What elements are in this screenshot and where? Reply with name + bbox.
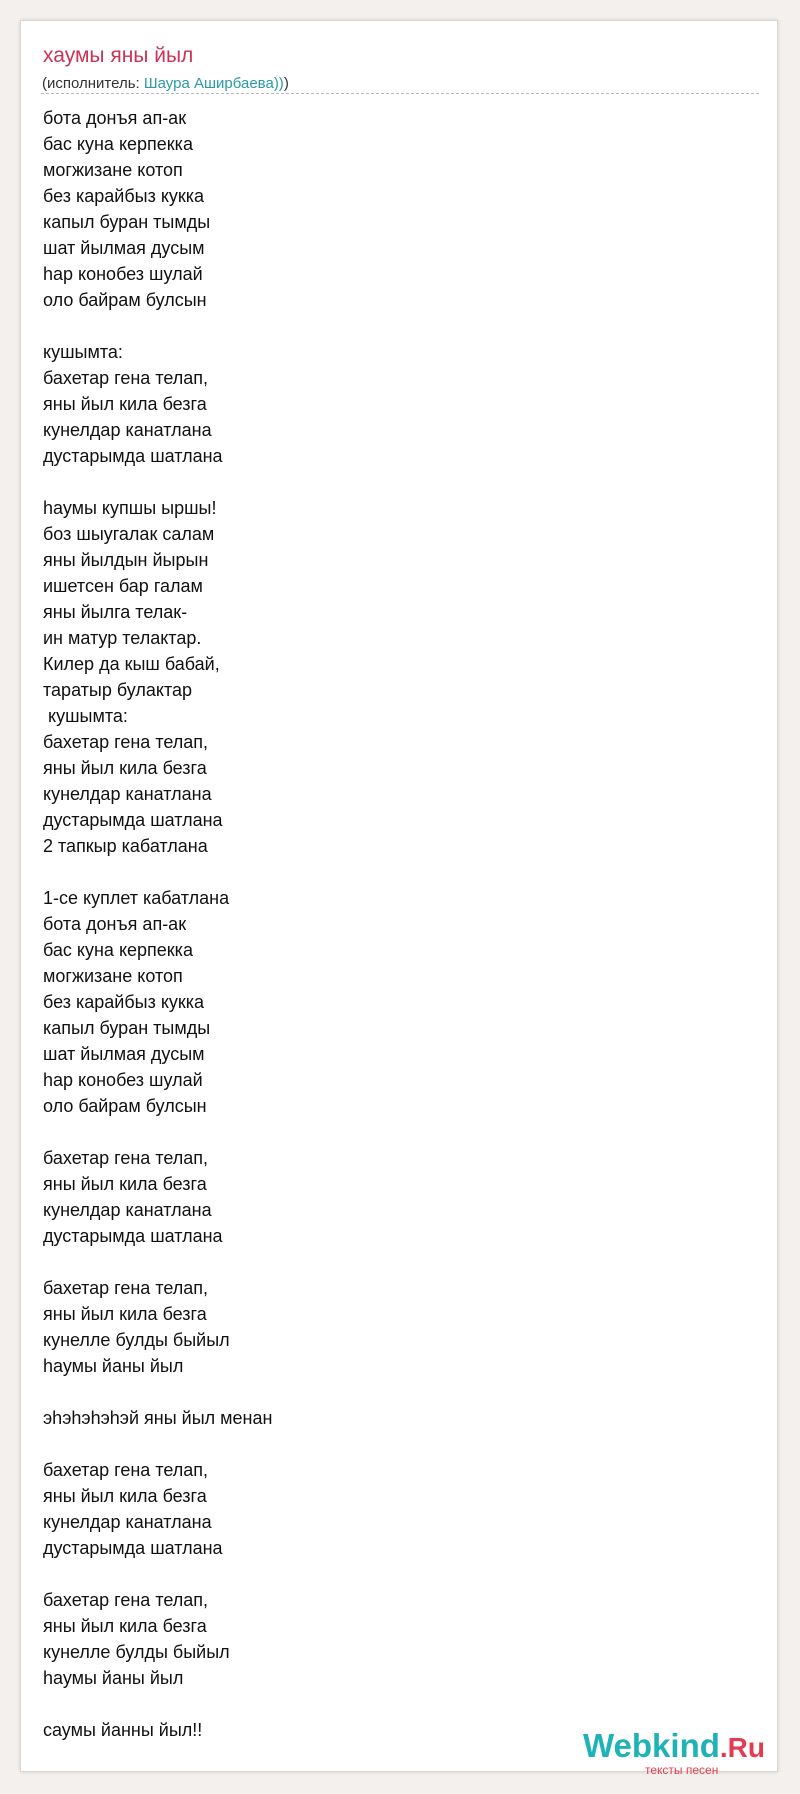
logo-tagline: тексты песен [645, 1763, 719, 1777]
logo-suffix-text: .Ru [719, 1732, 766, 1763]
artist-line [42, 74, 289, 94]
logo-wordmark [583, 1727, 765, 1767]
song-title: хаумы яны йыл [43, 44, 194, 67]
title-divider [41, 93, 759, 94]
logo-main-text: Webkind [583, 1727, 720, 1764]
site-logo[interactable] [583, 1727, 783, 1777]
artist-suffix: ) [283, 75, 289, 92]
lyrics-text: бота донъя ап-ак бас куна керпекка могжизане котоп без карайбыз кукка капыл буран тымды шат йылмая дусым һар конобез шулай оло байрам булсын кушымта: бахетар гена телап, яны йыл кила безга кунелдар канатлана дустарымда шатлана һаумы купшы ыршы! боз шыугалак салам яны йылдын йырын ишетсен бар галам яны йылга телак- ин матур телактар. Килер да кыш бабай, таратыр булактар кушымта: бахетар гена телап, яны йыл кила безга кунелдар канатлана дустарымда шатлана 2 тапкыр кабатлана 1-се куплет кабатлана бота донъя ап-ак бас куна керпекка могжизане котоп без карайбыз кукка капыл буран тымды шат йылмая дусым һар конобез шулай оло байрам булсын бахетар гена телап, яны йыл кила безга кунелдар канатлана дустарымда шатлана бахетар гена телап, яны йыл кила безга кунелле булды быйыл һаумы йаны йыл эһэһэһэһэй яны йыл менан бахетар гена телап, яны йыл кила безга кунелдар канатлана дустарымда шатлана бахетар гена телап, яны йыл кила безга кунелле булды быйыл һаумы йаны йыл саумы йанны йыл!! [43, 108, 273, 1740]
artist-prefix: (исполнитель: [42, 75, 144, 92]
lyrics-card [20, 20, 778, 1777]
artist-link[interactable]: Шаура Аширбаева)) [143, 75, 284, 92]
